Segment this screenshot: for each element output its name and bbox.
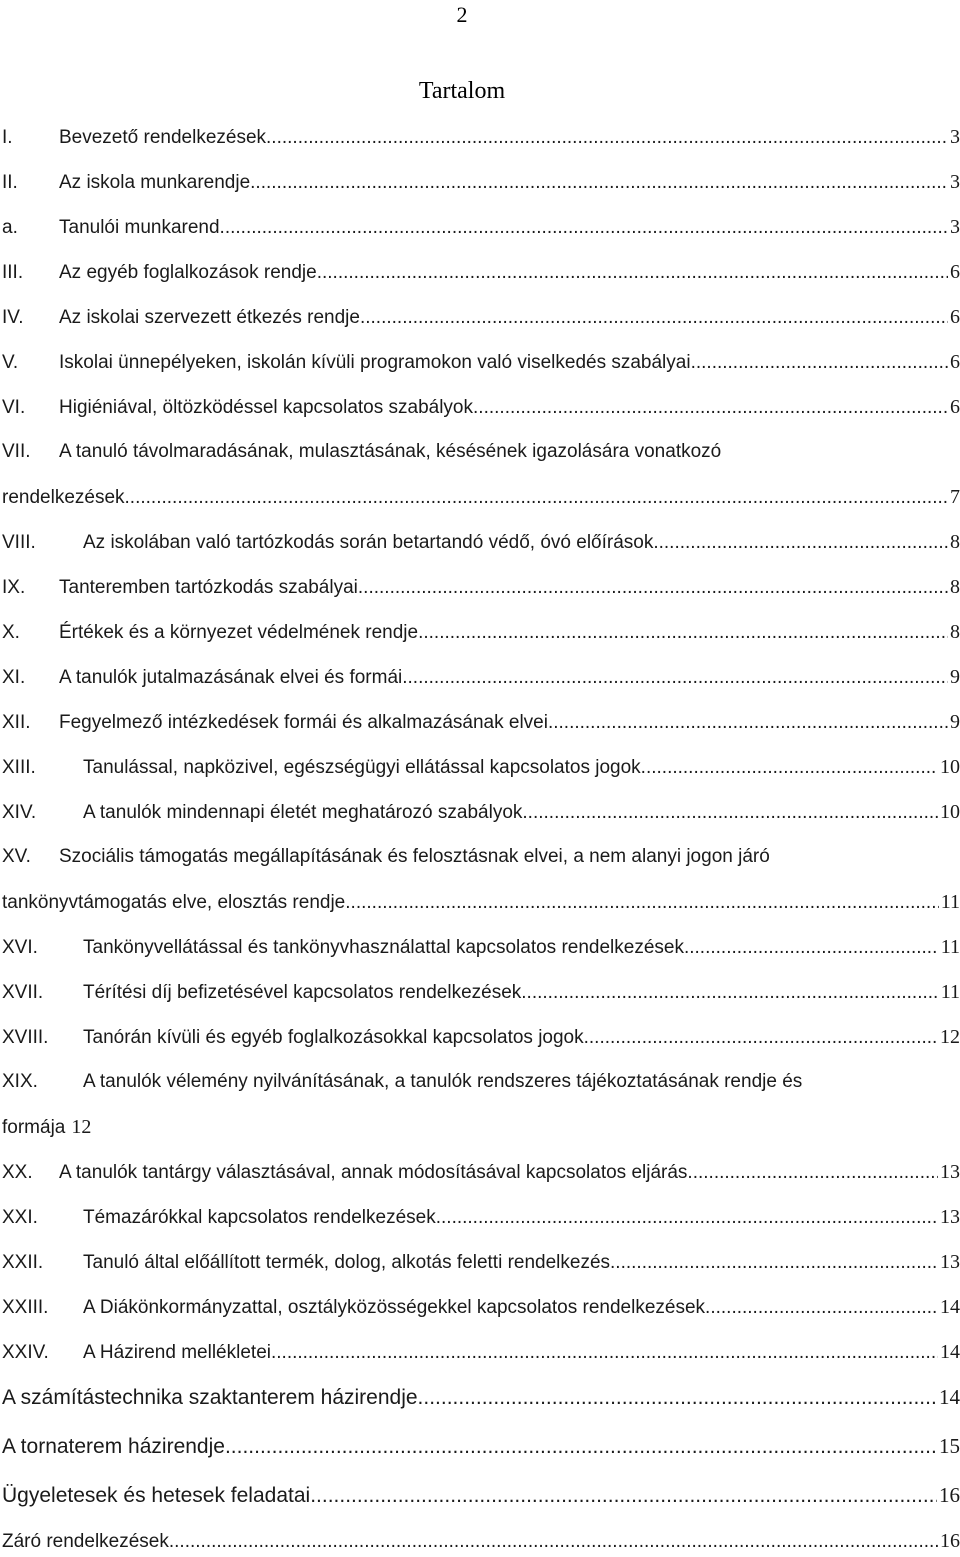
toc-entry[interactable] [2, 482, 960, 512]
entry-page: 16 [939, 1483, 960, 1507]
toc-entry[interactable] [2, 752, 960, 782]
leader-dots [266, 123, 948, 153]
entry-number: XXI. [2, 1207, 38, 1228]
toc-entry[interactable] [2, 527, 960, 557]
entry-number: III. [2, 262, 24, 283]
entry-title: Szociális támogatás megállapításának és felosztásnak elvei, a nem alanyi jogon járó [59, 846, 770, 867]
entry-title: Az iskolai szervezett étkezés rendje [59, 307, 360, 328]
entry-number: XVIII. [2, 1027, 49, 1048]
entry-number: XVII. [2, 982, 44, 1003]
entry-page: 14 [939, 1385, 960, 1409]
leader-dots [360, 303, 948, 333]
entry-number: XVI. [2, 937, 38, 958]
leader-dots [522, 798, 938, 828]
entry-title: Térítési díj befizetésével kapcsolatos rendelkezések [83, 982, 522, 1003]
toc-entry-first-line[interactable] [2, 842, 960, 872]
entry-title: Fegyelmező intézkedések formái és alkalmazásának elvei [59, 712, 548, 733]
entry-page: 9 [950, 666, 960, 688]
leader-dots [473, 393, 948, 423]
leader-dots [653, 528, 948, 558]
leader-dots [418, 618, 948, 648]
entry-number: XXIV. [2, 1342, 49, 1363]
toc-entry[interactable] [2, 1022, 960, 1052]
entry-number: a. [2, 217, 18, 238]
toc-entry[interactable] [2, 1526, 960, 1556]
entry-page: 13 [940, 1161, 960, 1183]
toc-entry[interactable] [2, 617, 960, 647]
leader-dots [521, 978, 938, 1008]
entry-number: VIII. [2, 532, 36, 553]
entry-page: 8 [950, 621, 960, 643]
entry-title: Az iskola munkarendje [59, 172, 251, 193]
entry-page: 6 [950, 261, 960, 283]
entry-page: 10 [940, 801, 960, 823]
entry-title: Tanórán kívüli és egyéb foglalkozásokkal kapcsolatos jogok [83, 1027, 584, 1048]
toc-entry[interactable] [2, 662, 960, 692]
toc-entry[interactable] [2, 1431, 960, 1461]
entry-title: Iskolai ünnepélyeken, iskolán kívüli programokon való viselkedés szabályai [59, 352, 691, 373]
entry-number: XII. [2, 712, 31, 733]
page-number: 2 [456, 2, 468, 27]
entry-page: 13 [940, 1251, 960, 1273]
toc-entry[interactable] [2, 1292, 960, 1322]
leader-dots [317, 258, 948, 288]
toc-entry[interactable] [2, 1157, 960, 1187]
toc-entry[interactable] [2, 1337, 960, 1367]
entry-title: Ügyeletesek és hetesek feladatai [2, 1484, 311, 1507]
leader-dots [584, 1023, 938, 1053]
entry-page: 7 [950, 486, 960, 508]
entry-title: Tankönyvellátással és tankönyvhasználattal kapcsolatos rendelkezések [83, 937, 684, 958]
entry-title: Záró rendelkezések [2, 1531, 169, 1552]
entry-page: 15 [939, 1434, 960, 1458]
entry-number: XIX. [2, 1071, 38, 1092]
entry-page: 3 [950, 126, 960, 148]
toc-title: Tartalom [418, 78, 506, 104]
entry-title: Tanulói munkarend [59, 217, 220, 238]
leader-dots [418, 1383, 937, 1413]
entry-title: Higiéniával, öltözködéssel kapcsolatos szabályok [59, 397, 474, 418]
toc-entry[interactable] [2, 572, 960, 602]
toc-entry[interactable] [2, 212, 960, 242]
entry-title-continued: rendelkezések [2, 487, 125, 508]
entry-page: 11 [940, 981, 960, 1003]
entry-page: 12 [71, 1116, 92, 1138]
toc-entry-first-line[interactable] [2, 437, 960, 467]
entry-number: VI. [2, 397, 26, 418]
leader-dots [610, 1248, 938, 1278]
leader-dots [169, 1527, 938, 1557]
entry-title: Az egyéb foglalkozások rendje [59, 262, 317, 283]
entry-title: A számítástechnika szaktanterem házirendje [2, 1386, 418, 1409]
leader-dots [402, 663, 948, 693]
entry-title: Bevezető rendelkezések [59, 127, 267, 148]
toc-entry-first-line[interactable] [2, 1067, 960, 1097]
entry-title: A tanulók mindennapi életét meghatározó szabályok [83, 802, 523, 823]
entry-title: A tanulók vélemény nyilvánításának, a tanulók rendszeres tájékoztatásának rendje és [83, 1071, 803, 1092]
entry-page: 13 [940, 1206, 960, 1228]
entry-page: 14 [940, 1341, 960, 1363]
entry-page: 6 [950, 306, 960, 328]
entry-number: IX. [2, 577, 26, 598]
entry-title: Témazárókkal kapcsolatos rendelkezések [83, 1207, 436, 1228]
toc-entry[interactable] [2, 887, 960, 917]
toc-entry[interactable] [2, 122, 960, 152]
toc-entry[interactable] [2, 1480, 960, 1510]
entry-page: 3 [950, 171, 960, 193]
toc-entry[interactable] [2, 347, 960, 377]
entry-page: 8 [950, 576, 960, 598]
toc-entry[interactable] [2, 1382, 960, 1412]
toc-entry[interactable] [2, 1202, 960, 1232]
leader-dots [125, 483, 948, 513]
leader-dots [345, 888, 938, 918]
entry-page: 10 [940, 756, 960, 778]
toc-entry[interactable] [2, 797, 960, 827]
entry-title: Értékek és a környezet védelmének rendje [59, 622, 419, 643]
entry-number: IV. [2, 307, 24, 328]
entry-number: II. [2, 172, 18, 193]
leader-dots [310, 1481, 937, 1511]
entry-number: VII. [2, 441, 31, 462]
leader-dots [271, 1338, 938, 1368]
entry-page: 11 [940, 891, 960, 913]
entry-page: 6 [950, 396, 960, 418]
entry-number: XV. [2, 846, 31, 867]
leader-dots [548, 708, 948, 738]
entry-title: A Házirend mellékletei [83, 1342, 271, 1363]
leader-dots [358, 573, 948, 603]
leader-dots [641, 753, 938, 783]
entry-title: A tanulók tantárgy választásával, annak módosításával kapcsolatos eljárás [59, 1162, 688, 1183]
entry-title: Tanulással, napközivel, egészségügyi ellátással kapcsolatos jogok [83, 757, 641, 778]
leader-dots [687, 1158, 938, 1188]
entry-title: A tanulók jutalmazásának elvei és formái [59, 667, 403, 688]
entry-page: 6 [950, 351, 960, 373]
leader-dots [684, 933, 939, 963]
entry-number: XIII. [2, 757, 36, 778]
toc-entry[interactable] [2, 1112, 960, 1142]
leader-dots [436, 1203, 938, 1233]
leader-dots [225, 1432, 937, 1462]
entry-page: 16 [940, 1530, 960, 1552]
entry-page: 8 [950, 531, 960, 553]
entry-title: A tanuló távolmaradásának, mulasztásának, késésének igazolására vonatkozó [59, 441, 722, 462]
leader-dots [220, 213, 948, 243]
entry-number: XIV. [2, 802, 37, 823]
entry-title: Tanuló által előállított termék, dolog, alkotás feletti rendelkezés [83, 1252, 611, 1273]
entry-page: 14 [940, 1296, 960, 1318]
entry-number: X. [2, 622, 20, 643]
entry-page: 12 [940, 1026, 960, 1048]
entry-title: Az iskolában való tartózkodás során betartandó védő, óvó előírások [83, 532, 654, 553]
entry-number: XX. [2, 1162, 33, 1183]
entry-number: V. [2, 352, 19, 373]
entry-title: A Diákönkormányzattal, osztályközösségekkel kapcsolatos rendelkezések [83, 1297, 706, 1318]
entry-number: XXIII. [2, 1297, 49, 1318]
entry-title-continued: tankönyvtámogatás elve, elosztás rendje [2, 892, 346, 913]
entry-title: A tornaterem házirendje [2, 1435, 225, 1458]
toc-entry[interactable] [2, 257, 960, 287]
entry-number: XXII. [2, 1252, 44, 1273]
entry-page: 9 [950, 711, 960, 733]
toc-entry[interactable] [2, 932, 960, 962]
entry-page: 11 [940, 936, 960, 958]
entry-number: XI. [2, 667, 26, 688]
leader-dots [705, 1293, 938, 1323]
toc-entry[interactable] [2, 392, 960, 422]
toc-entry[interactable] [2, 707, 960, 737]
entry-title: Tanteremben tartózkodás szabályai [59, 577, 358, 598]
entry-number: I. [2, 127, 13, 148]
leader-dots [250, 168, 948, 198]
toc-entry[interactable] [2, 977, 960, 1007]
entry-page: 3 [950, 216, 960, 238]
toc-entry[interactable] [2, 167, 960, 197]
leader-dots [691, 348, 948, 378]
toc-entry[interactable] [2, 1247, 960, 1277]
entry-title-continued: formája [2, 1117, 66, 1138]
toc-entry[interactable] [2, 302, 960, 332]
